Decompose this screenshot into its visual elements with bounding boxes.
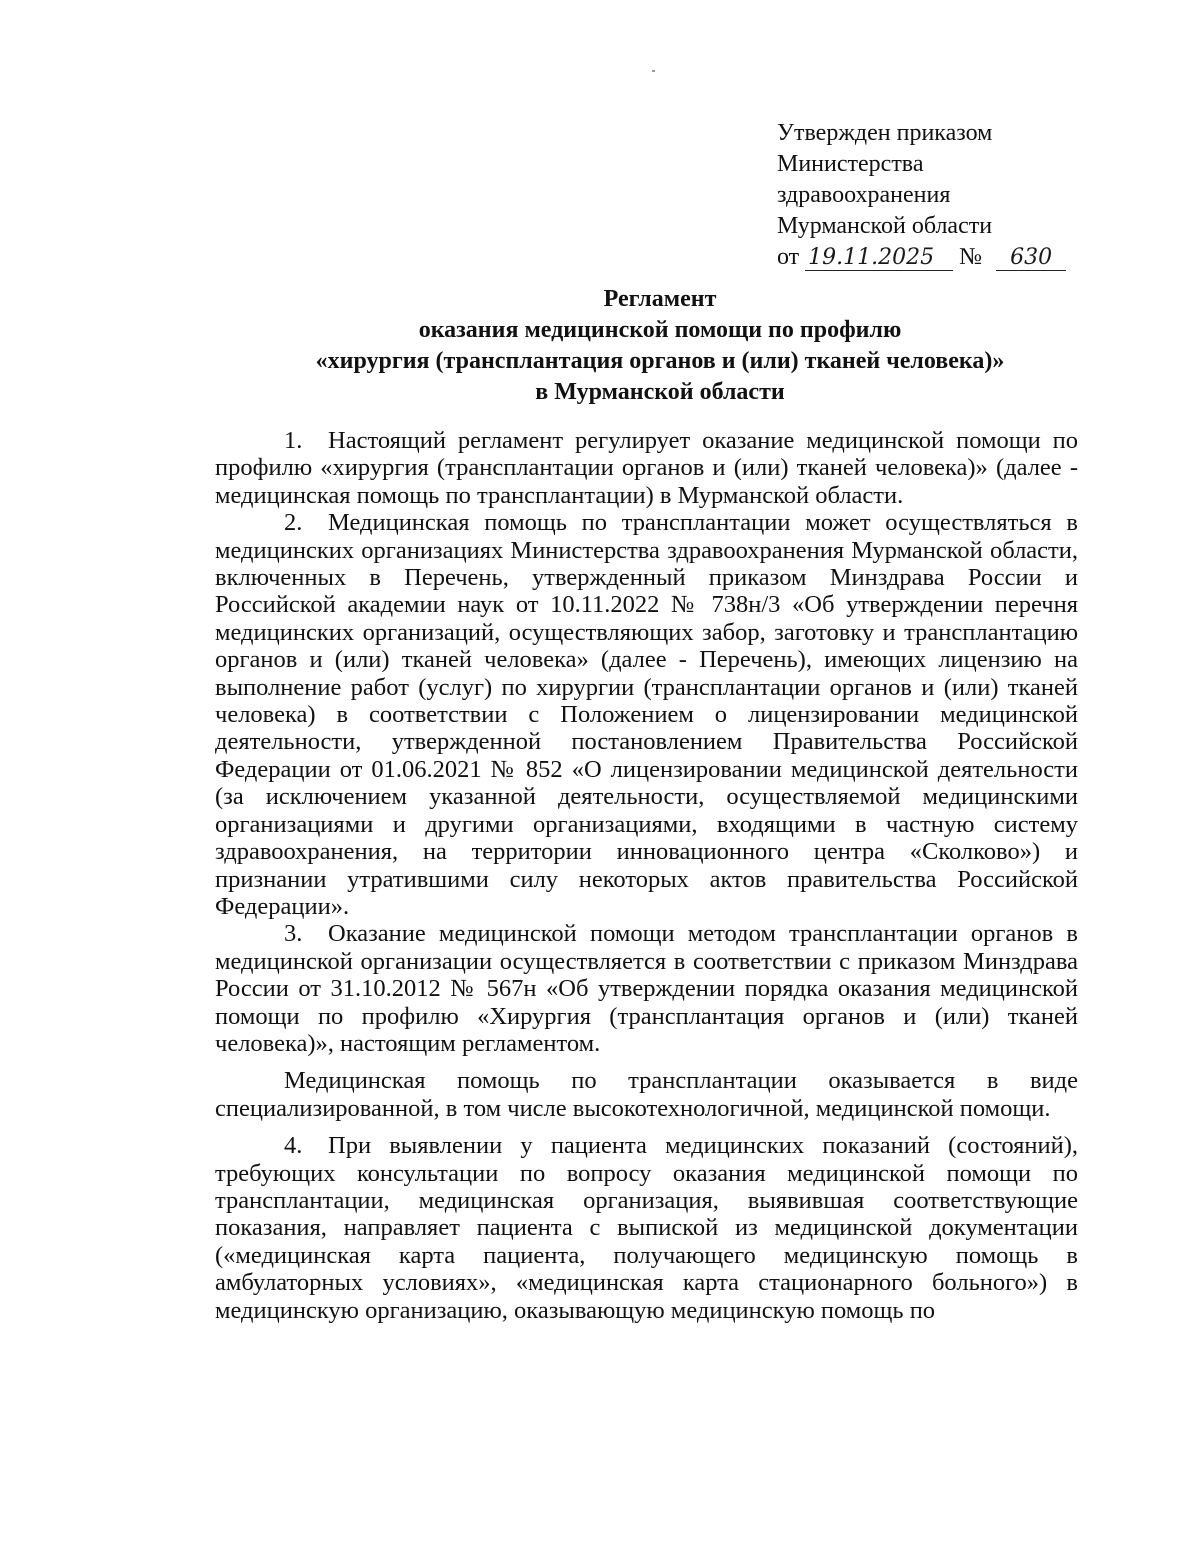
title-line: оказания медицинской помощи по профилю <box>418 317 902 343</box>
title-line: Регламент <box>603 286 717 312</box>
document-title <box>240 284 1080 408</box>
date-prefix: от <box>777 244 800 270</box>
approval-date-line <box>777 242 1066 273</box>
paragraph-text: Медицинская помощь по трансплантации оказывается в виде специализированной, в том числе высокотехнологичной, медицинской помощи. <box>215 1067 1078 1122</box>
paragraph-text: Оказание медицинской помощи методом трансплантации органов в медицинской организации осуществляется в соответствии с приказом Минздрава России от 31.10.2012 № 567н «Об утверждении порядка оказания медицинской помощи по профилю «Хирургия (трансплантация органов и (или) тканей человека)», настоящим регламентом. <box>215 920 1078 1057</box>
number-sign: № <box>959 244 983 270</box>
approval-line: Министерства <box>777 151 924 177</box>
paragraph <box>215 920 1078 1057</box>
paragraph-number: 2. <box>284 509 303 537</box>
approval-line: Мурманской области <box>777 213 993 239</box>
paragraph <box>215 427 1078 509</box>
paragraph-number: 3. <box>284 920 303 948</box>
handwritten-number: 630 <box>996 246 1066 271</box>
approval-block <box>777 118 1066 273</box>
paragraph-number: 4. <box>284 1132 303 1160</box>
document-body <box>215 427 1078 1324</box>
title-line: в Мурманской области <box>535 379 785 405</box>
approval-line: Утвержден приказом <box>777 120 993 146</box>
paragraph-number: 1. <box>284 427 303 454</box>
paragraph <box>215 1067 1078 1122</box>
paragraph <box>215 1132 1078 1324</box>
handwritten-date: 19.11.2025 <box>805 246 953 271</box>
paragraph-text: Медицинская помощь по трансплантации может осуществляться в медицинских организациях Министерства здравоохранения Мурманской области, включенных в Перечень, утвержденный приказом Минздрава России и Российской академии наук от 10.11.2022 № 738н/3 «Об утверждении перечня медицинских организаций, осуществляющих забор, заготовку и трансплантацию органов и (или) тканей человека» (далее - Перечень), имеющих лицензию на выполнение работ (услуг) по хирургии (трансплантации органов и (или) тканей человека) в соответствии с Положением о лицензировании медицинской деятельности, утвержденной постановлением Правительства Российской Федерации от 01.06.2021 № 852 «О лицензировании медицинской деятельности (за исключением указанной деятельности, осуществляемой медицинскими организациями и другими организациями, входящими в частную систему здравоохранения, на территории инновационного центра «Сколково») и признании утратившими силу некоторых актов правительства Российской Федерации». <box>215 509 1078 920</box>
paragraph <box>215 509 1078 920</box>
paragraph-text: При выявлении у пациента медицинских показаний (состояний), требующих консультации по вопросу оказания медицинской помощи по трансплантации, медицинская организация, выявившая соответствующие показания, направляет пациента с выпиской из медицинской документации («медицинская карта пациента, получающего медицинскую помощь в амбулаторных условиях», «медицинская карта стационарного больного») в медицинскую организацию, оказывающую медицинскую помощь по <box>215 1132 1078 1324</box>
approval-line: здравоохранения <box>777 182 951 208</box>
scan-speck <box>652 70 655 72</box>
paragraph-text: Настоящий регламент регулирует оказание медицинской помощи по профилю «хирургия (трансплантации органов и (или) тканей человека)» (далее - медицинская помощь по трансплантации) в Мурманской области. <box>215 427 1078 509</box>
title-line: «хирургия (трансплантация органов и (или) тканей человека)» <box>315 348 1005 374</box>
